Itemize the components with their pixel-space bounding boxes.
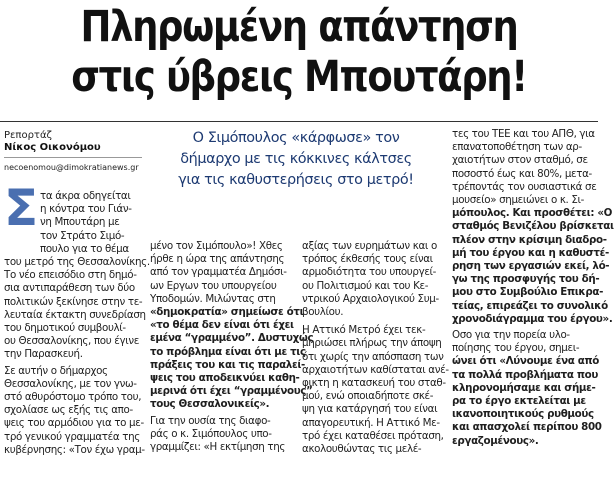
article-column-2	[150, 240, 314, 454]
byline-divider	[4, 157, 142, 158]
col1-line: τον Στράτο Σιμό-	[40, 229, 125, 242]
col2-line: ήρθε η ώρα της απάντησης	[150, 253, 285, 266]
col2-line: το πρόβλημα είναι ότι με τις	[150, 345, 306, 358]
col4-line: ικανοποιητικούς ρυθμούς	[452, 408, 594, 421]
pull-quote	[150, 128, 442, 191]
col1-line: την Παρασκευή.	[4, 348, 83, 361]
col3-line: φικτη η κατασκευή του σταθ-	[302, 377, 446, 390]
col3-line: τρό έχει καταθέσει πρόταση,	[302, 429, 444, 442]
col2-line: «δημοκρατία» σημείωσε ότι	[150, 306, 304, 319]
col1-line: σχολίασε ως εξής τις απο-	[4, 404, 133, 417]
col2-line: τους Θεσσαλονικείς».	[150, 398, 270, 411]
col4-line: μόπουλος. Και προσθέτει: «Ο	[452, 207, 613, 220]
col1-line: σια αντιπαράθεση των δύο	[4, 282, 135, 295]
col4-line: τα πολλά προβλήματα που	[452, 368, 598, 381]
col1-line: Θεσσαλονίκης, με τον γνω-	[4, 377, 137, 390]
col1-line: Το νέο επεισόδιο στη δημό-	[4, 269, 137, 282]
col2-line: γραμμίζει: «Η εκτίμηση της	[150, 441, 286, 454]
col1-line: του μετρό της Θεσσαλονίκης.	[4, 256, 150, 269]
col4-line: γω της προσφυγής του δή-	[452, 273, 600, 286]
col4-line: χαιοτήτων στον σταθμό, σε	[452, 154, 588, 167]
col3-line: βουλίου.	[302, 306, 344, 319]
col4-line: Οσο για την πορεία υλο-	[452, 329, 570, 342]
pull-quote-line-1: Ο Σιμόπουλος «κάρφωσε» τον	[192, 130, 400, 146]
col4-line: μουσείο» σημειώνει ο κ. Σι-	[452, 194, 585, 207]
col3-line: ντρικού Αρχαιολογικού Συμ-	[302, 292, 439, 305]
col4-line: πλέον στην κρίσιμη διαδρο-	[452, 233, 607, 246]
headline	[42, 2, 556, 102]
col2-line: Υποδομών. Μιλώντας στη	[150, 292, 276, 305]
col3-line: ου Πολιτισμού και του Κε-	[302, 279, 429, 292]
col4-line: ρα το έργο εκτελείται με	[452, 395, 586, 408]
header-rule	[0, 121, 598, 122]
byline-section: Ρεπορτάζ	[4, 130, 52, 141]
col1-line: λευταία έκτακτη συνεδρίαση	[4, 308, 146, 321]
col2-line: εμένα “γραμμένο”. Δυστυχώς	[150, 332, 314, 345]
col4-line: μου στο Συμβούλιο Επικρα-	[452, 286, 604, 299]
col3-line: αρμοδιότητα του υπουργεί-	[302, 266, 437, 279]
col4-line: σταθμός Βενιζέλου βρίσκεται	[452, 220, 614, 233]
col4-line: επανατοποθέτηση των αρ-	[452, 141, 582, 154]
col4-line: τρέποντάς τον ουσιαστικά σε	[452, 180, 597, 193]
col4-line: μή του έργου και η καθυστέ-	[452, 246, 609, 259]
col2-line: «το θέμα δεν είναι ότι έχει	[150, 319, 294, 332]
col4-line: εργαζομένους».	[452, 434, 539, 447]
col1-line: νη Μπουτάρη με	[40, 216, 120, 229]
col1-line: στό αθυρόστομο τρόπο του,	[4, 391, 142, 404]
col2-line: ων Εργων του υπουργείου	[150, 279, 277, 292]
byline-email[interactable]: necoenomou@dimokratianews.gr	[4, 163, 139, 172]
col2-line: Για την ουσία της διαφο-	[150, 414, 271, 427]
col1-line: πολιτικών ξεκίνησε στην τε-	[4, 295, 143, 308]
col1-line: ου Θεσσαλονίκης, που έγινε	[4, 335, 139, 348]
col3-line: Η Αττικό Μετρό έχει τεκ-	[302, 324, 426, 337]
col4-line: χρονοδιάγραμμα του έργου».	[452, 312, 613, 325]
col1-line: τα άκρα οδηγείται	[40, 190, 131, 202]
col2-line: μένο τον Σιμόπουλο»! Χθες	[150, 240, 283, 252]
col4-line: ποσοστό έως και 80%, μετα-	[452, 167, 592, 180]
col1-line: κυβέρνησης: «Τον έχω γραμ-	[4, 443, 145, 456]
col1-line: η κόντρα του Γιάν-	[40, 203, 132, 216]
drop-cap: Σ	[4, 179, 39, 237]
pull-quote-line-3: για τις καθυστερήσεις στο μετρό!	[178, 172, 414, 188]
article-column-1	[4, 179, 150, 457]
col4-line: τείας, επιρεάζει το συνολικό	[452, 299, 608, 312]
article-column-3	[302, 240, 449, 456]
col4-line: ώνει ότι «Λύνουμε ένα από	[452, 355, 599, 368]
col3-line: αξίας των ευρημάτων και ο	[302, 240, 437, 252]
headline-line-1: Πληρωμένη απάντηση	[80, 2, 518, 52]
col4-line: ποίησης του έργου, σημει-	[452, 342, 580, 355]
col3-line: μού, ενώ οποιαδήποτε σκέ-	[302, 390, 434, 403]
col1-line: Σε αυτήν ο δήμαρχος	[4, 364, 108, 377]
col3-line: αρχαιοτήτων καθίσταται ανέ-	[302, 363, 449, 376]
col3-line: ακολουθώντας τις μελέ-	[302, 443, 422, 456]
headline-line-2: στις ύβρεις Μπουτάρη!	[71, 52, 527, 102]
col3-line: ότι χωρίς την απόσπαση των	[302, 350, 444, 363]
col3-line: απαγορευτική. Η Αττικό Με-	[302, 416, 440, 429]
col3-line: ψη για κατάργησή του είναι	[302, 403, 438, 416]
article-column-4	[452, 128, 614, 448]
col4-line: τες του ΤΕΕ και του ΑΠΘ, για	[452, 128, 595, 140]
col3-line: τρόπος έκθεσής τους είναι	[302, 253, 433, 266]
col2-line: μερινά ότι έχει “γραμμένους”	[150, 385, 313, 398]
col1-line: τρό γενικού γραμματέα της	[4, 430, 140, 443]
col4-line: και απασχολεί περίπου 800	[452, 421, 602, 434]
pull-quote-line-2: δήμαρχο με τις κόκκινες κάλτσες	[180, 151, 412, 167]
byline-author: Νίκος Οικονόμου	[4, 142, 101, 153]
col2-line: από τον γραμματέα Δημόσι-	[150, 266, 287, 279]
col4-line: κληρονομήσαμε και σήμε-	[452, 381, 596, 394]
col2-line: ψεις του αποδεικνύει καθη-	[150, 372, 300, 385]
col4-line: ρηση των εργασιών εκεί, λό-	[452, 260, 610, 273]
col1-line: πουλο για το θέμα	[40, 242, 129, 255]
col2-line: ράς ο κ. Σιμόπουλος υπο-	[150, 427, 272, 440]
col1-line: ψεις του αρμόδιου για το με-	[4, 417, 144, 430]
col2-line: πράξεις του και τις παραλεί-	[150, 358, 305, 371]
col1-line: του δημοτικού συμβουλί-	[4, 322, 126, 335]
col3-line: μηριώσει πλήρως την άποψη	[302, 337, 442, 350]
